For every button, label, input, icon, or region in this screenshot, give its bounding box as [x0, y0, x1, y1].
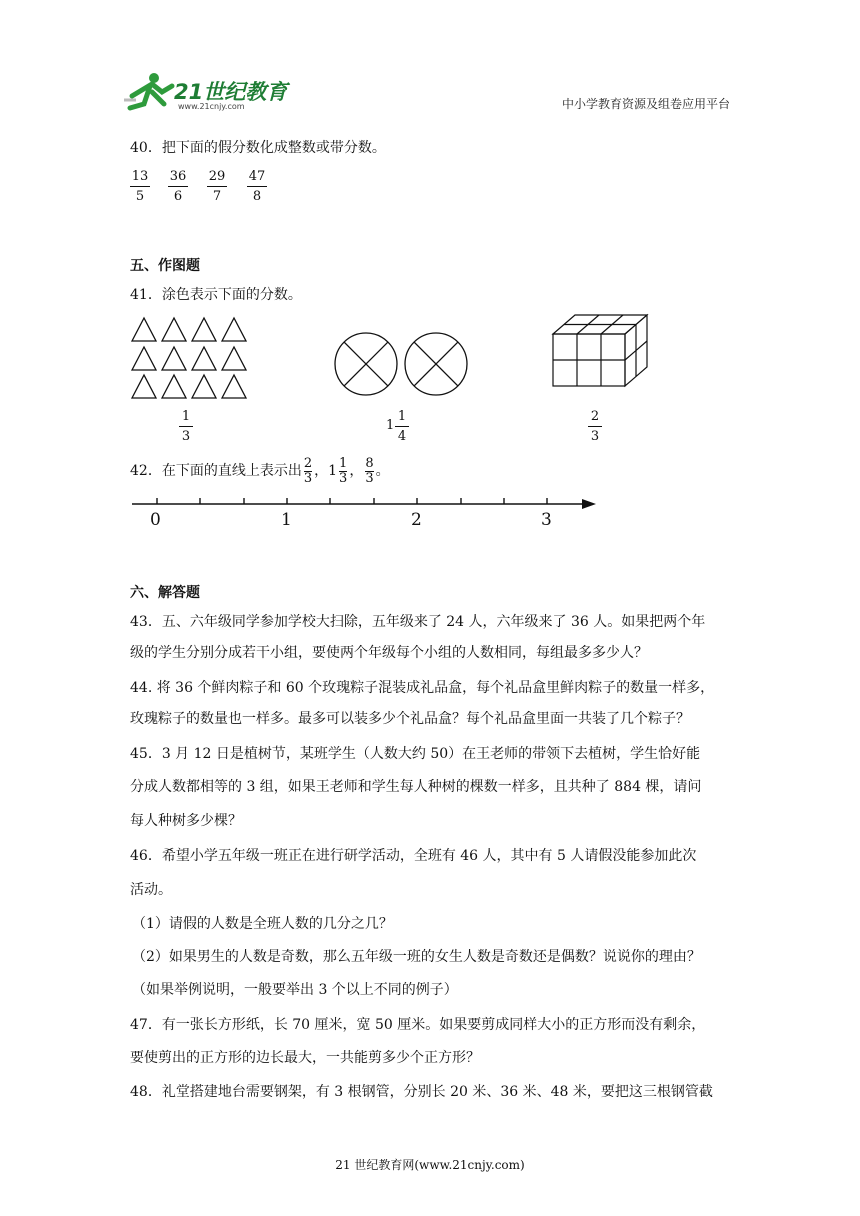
- triangle-shape: [192, 375, 216, 398]
- question-46-sub-2: （2）如果男生的人数是奇数，那么五年级一班的女生人数是奇数还是偶数？说说你的理由？: [132, 949, 701, 965]
- triangle-shape: [222, 375, 246, 398]
- triangle-shape: [222, 347, 246, 370]
- question-43-line-2: 级的学生分别分成若干小组，要使两个年级每个小组的人数相同，每组最多多少人？: [130, 645, 648, 661]
- label-one-third: 1 3: [179, 408, 193, 445]
- triangle-shape: [222, 318, 246, 341]
- fraction-13-5: 13 5: [131, 169, 149, 204]
- question-47-line-2: 要使剪出的正方形的边长最大，一共能剪多少个正方形？: [130, 1050, 480, 1066]
- question-40: 40．把下面的假分数化成整数或带分数。: [130, 140, 386, 156]
- question-43-line-1: 43．五、六年级同学参加学校大扫除，五年级来了 24 人，六年级来了 36 人。如果把两个年: [130, 614, 706, 630]
- header-platform-text: 中小学教育资源及组卷应用平台: [561, 97, 730, 111]
- question-46-line-2: 活动。: [130, 882, 172, 898]
- question-45-line-3: 每人种树多少棵？: [130, 813, 242, 829]
- tick-label-1: 1: [281, 510, 292, 530]
- fraction-2-3: $\frac{2}{3}$: [303, 455, 313, 486]
- logo-url: www.21cnjy.com: [178, 102, 245, 111]
- tick-label-0: 0: [150, 510, 161, 530]
- fraction-29-7: 29 7: [208, 169, 226, 204]
- fraction-36-6: 36 6: [169, 169, 187, 204]
- question-41: 41．涂色表示下面的分数。: [130, 287, 302, 303]
- number-line: [130, 494, 600, 518]
- question-46-sub-3: （如果举例说明，一般要举出 3 个以上不同的例子）: [132, 982, 458, 998]
- tick-label-2: 2: [411, 510, 422, 530]
- cube-figure: [550, 312, 654, 392]
- fraction-8-3: $\frac{8}{3}$: [365, 455, 374, 486]
- triangle-shape: [162, 347, 186, 370]
- triangle-shape: [132, 318, 156, 341]
- question-44-line-1: 44. 将 36 个鲜肉粽子和 60 个玫瑰粽子混装成礼品盒，每个礼品盒里鲜肉粽子的数量一样多，: [130, 680, 715, 696]
- question-44-line-2: 玫瑰粽子的数量也一样多。最多可以装多少个礼品盒？每个礼品盒里面一共装了几个粽子？: [130, 711, 690, 727]
- triangle-shape: [162, 318, 186, 341]
- triangle-shape: [132, 347, 156, 370]
- question-45-line-2: 分成人数都相等的 3 组，如果王老师和学生每人种树的棵数一样多，且共种了 884 棵，请问: [130, 779, 702, 795]
- arrow-right-icon: [582, 499, 596, 509]
- logo: [122, 70, 292, 114]
- fraction-47-8: 47 8: [248, 169, 266, 204]
- question-42: 42．在下面的直线上表示出 $\frac{2}{3}$ ，1 $\frac{1}{3}$ ， $\frac{8}{3}$ 。: [130, 455, 390, 486]
- section-title-drawing: 五、作图题: [130, 258, 200, 274]
- question-47-line-1: 47．有一张长方形纸，长 70 厘米，宽 50 厘米。如果要剪成同样大小的正方形而没有剩余，: [130, 1017, 706, 1033]
- question-46-sub-1: （1）请假的人数是全班人数的几分之几？: [132, 916, 393, 932]
- question-46-line-1: 46．希望小学五年级一班正在进行研学活动，全班有 46 人，其中有 5 人请假没能参加此次: [130, 848, 697, 864]
- question-48-line-1: 48．礼堂搭建地台需要钢架，有 3 根钢管，分别长 20 米、36 米、48 米，要把这三根钢管截: [130, 1084, 713, 1100]
- label-one-and-quarter: 1 4: [395, 408, 409, 445]
- label-two-thirds: 2 3: [588, 408, 602, 445]
- section-title-answers: 六、解答题: [130, 585, 200, 601]
- circles-figure: [332, 330, 470, 398]
- fraction-1-1-3: $\frac{1}{3}$: [339, 455, 348, 486]
- question-45-line-1: 45．3 月 12 日是植树节，某班学生（人数大约 50）在王老师的带领下去植树，学生恰好能: [130, 746, 701, 762]
- triangle-shape: [132, 375, 156, 398]
- label-mixed-whole: 1: [386, 418, 395, 433]
- triangle-shape: [192, 347, 216, 370]
- footer: 21 世纪教育网(www.21cnjy.com): [335, 1158, 525, 1172]
- triangle-shape: [192, 318, 216, 341]
- triangles-figure: [130, 316, 250, 400]
- tick-label-3: 3: [541, 510, 552, 530]
- triangle-shape: [162, 375, 186, 398]
- logo-text: 21世纪教育: [174, 80, 288, 104]
